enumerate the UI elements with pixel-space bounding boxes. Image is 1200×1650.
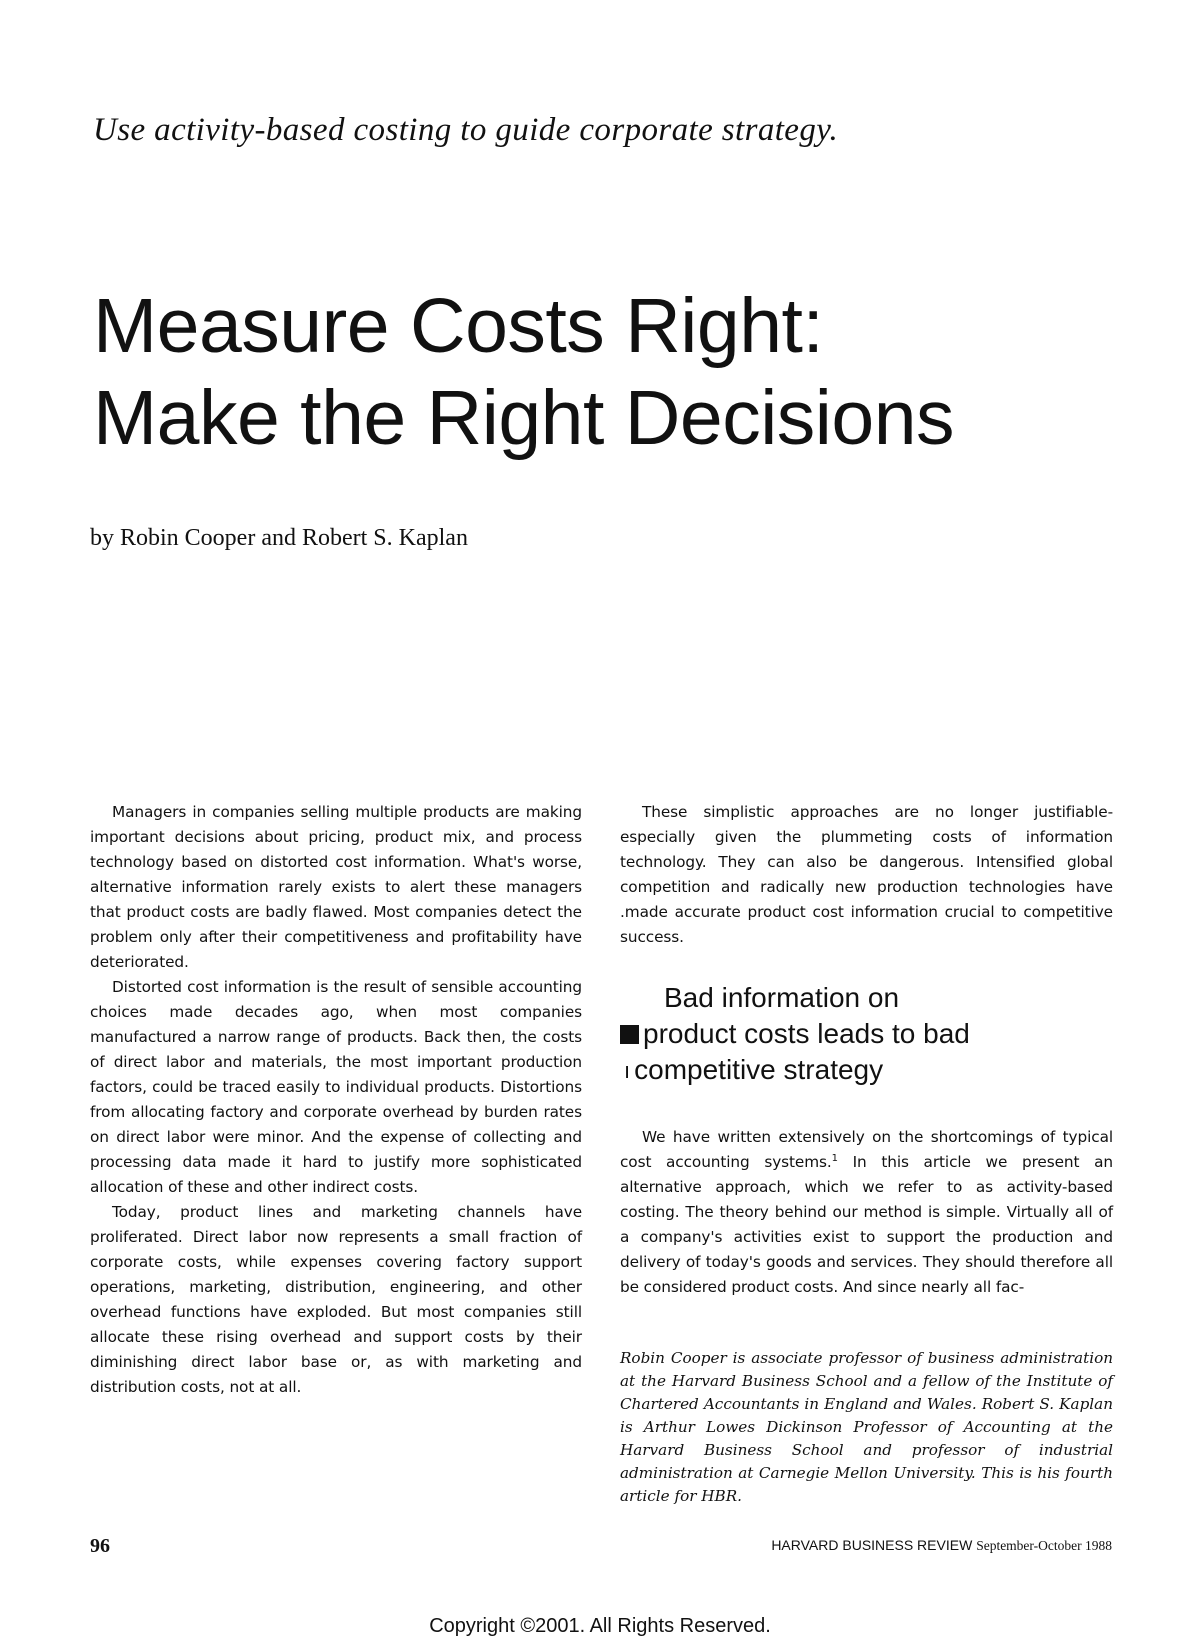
body-text-before-footnote: We have written extensively on the shortcomings of typical cost accounting systems. bbox=[620, 1128, 1113, 1171]
footnote-reference: 1 bbox=[831, 1152, 838, 1164]
paragraph: These simplistic approaches are no longer justifiable-especially given the plummeting costs of information technology. They can also be dangerous. Intensified global competition and radically new production technologies have .made accurate product cost information crucial to competitive success. bbox=[620, 803, 1113, 946]
vertical-bar-icon: ı bbox=[624, 1058, 631, 1083]
subhead-line-2: product costs leads to bad bbox=[643, 1018, 970, 1049]
tagline: Use activity-based costing to guide corporate strategy. bbox=[93, 112, 839, 148]
left-column bbox=[90, 800, 582, 1400]
subhead-line-1: Bad information on bbox=[664, 982, 900, 1013]
copyright-notice: Copyright ©2001. All Rights Reserved. bbox=[429, 1615, 771, 1637]
subhead-line-3: competitive strategy bbox=[634, 1054, 884, 1085]
issue-date: September-October 1988 bbox=[976, 1538, 1112, 1553]
title-line-2: Make the Right Decisions bbox=[93, 375, 955, 461]
article-title bbox=[93, 280, 1143, 464]
right-column-body bbox=[620, 1125, 1113, 1300]
paragraph bbox=[620, 1125, 1113, 1300]
byline: by Robin Cooper and Robert S. Kaplan bbox=[90, 525, 468, 551]
subhead-line-3-wrap bbox=[620, 1052, 1100, 1089]
paragraph: Managers in companies selling multiple products are making important decisions about pricing, product mix, and process technology based on distorted cost information. What's worse, alternative information rarely exists to alert these managers that product costs are badly flawed. Most companies detect the problem only after their competitiveness and profitability have deteriorated. bbox=[90, 803, 582, 971]
subhead-line-2-wrap bbox=[620, 1016, 1100, 1052]
square-bullet-icon bbox=[620, 1025, 639, 1044]
right-column-intro bbox=[620, 800, 1113, 950]
journal-name: HARVARD BUSINESS REVIEW bbox=[771, 1537, 973, 1553]
author-bio: Robin Cooper is associate professor of business administration at the Harvard Business School and a fellow of the Institute of Chartered Accountants in England and Wales. Robert S. Kaplan is Arthur Lowes Dickinson Professor of Accounting at the Harvard Business School and professor of industrial administration at Carnegie Mellon University. This is his fourth article for HBR. bbox=[620, 1349, 1113, 1505]
section-subheading bbox=[620, 980, 1100, 1089]
paragraph: Today, product lines and marketing channels have proliferated. Direct labor now represents a small fraction of corporate costs, while expenses covering factory support operations, marketing, distribution, engineering, and other overhead functions have exploded. But most companies still allocate these rising overhead and support costs by their diminishing direct labor base or, as with marketing and distribution costs, not at all. bbox=[90, 1203, 582, 1396]
body-text-after-footnote: In this article we present an alternative approach, which we refer to as activity-based costing. The theory behind our method is simple. Virtually all of a company's activities exist to support the production and delivery of today's goods and services. They should therefore all be considered product costs. And since nearly all fac- bbox=[620, 1153, 1113, 1296]
title-line-1: Measure Costs Right: bbox=[93, 283, 824, 369]
page-number: 96 bbox=[90, 1535, 110, 1557]
paragraph: Distorted cost information is the result of sensible accounting choices made decades ago, when most companies manufactured a narrow range of products. Back then, the costs of direct labor and materials, the most important production factors, could be traced easily to individual products. Distortions from allocating factory and corporate overhead by burden rates on direct labor were minor. And the expense of collecting and processing data made it hard to justify more sophisticated allocation of these and other indirect costs. bbox=[90, 978, 582, 1196]
journal-footer bbox=[700, 1537, 1112, 1554]
